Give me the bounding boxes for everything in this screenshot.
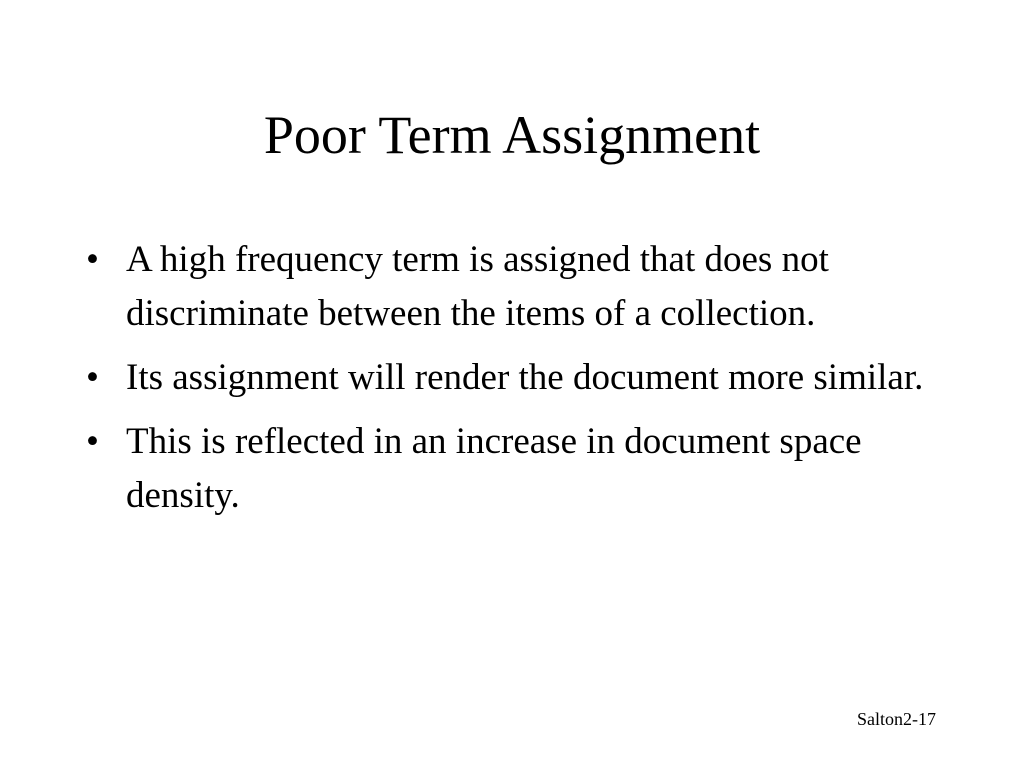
bullet-list bbox=[86, 233, 946, 533]
bullet-icon: • bbox=[86, 239, 99, 280]
bullet-text: Its assignment will render the document more similar. bbox=[126, 357, 924, 398]
bullet-text: A high frequency term is assigned that does not discriminate between the items of a collection. bbox=[126, 239, 829, 334]
slide-title: Poor Term Assignment bbox=[263, 105, 761, 165]
bullet-item bbox=[86, 233, 946, 341]
bullet-icon: • bbox=[86, 357, 99, 398]
bullet-icon: • bbox=[86, 421, 99, 462]
bullet-item bbox=[86, 351, 946, 405]
bullet-item bbox=[86, 415, 946, 523]
slide-footer: Salton2-17 bbox=[857, 709, 936, 729]
bullet-text: This is reflected in an increase in document space density. bbox=[126, 421, 862, 516]
